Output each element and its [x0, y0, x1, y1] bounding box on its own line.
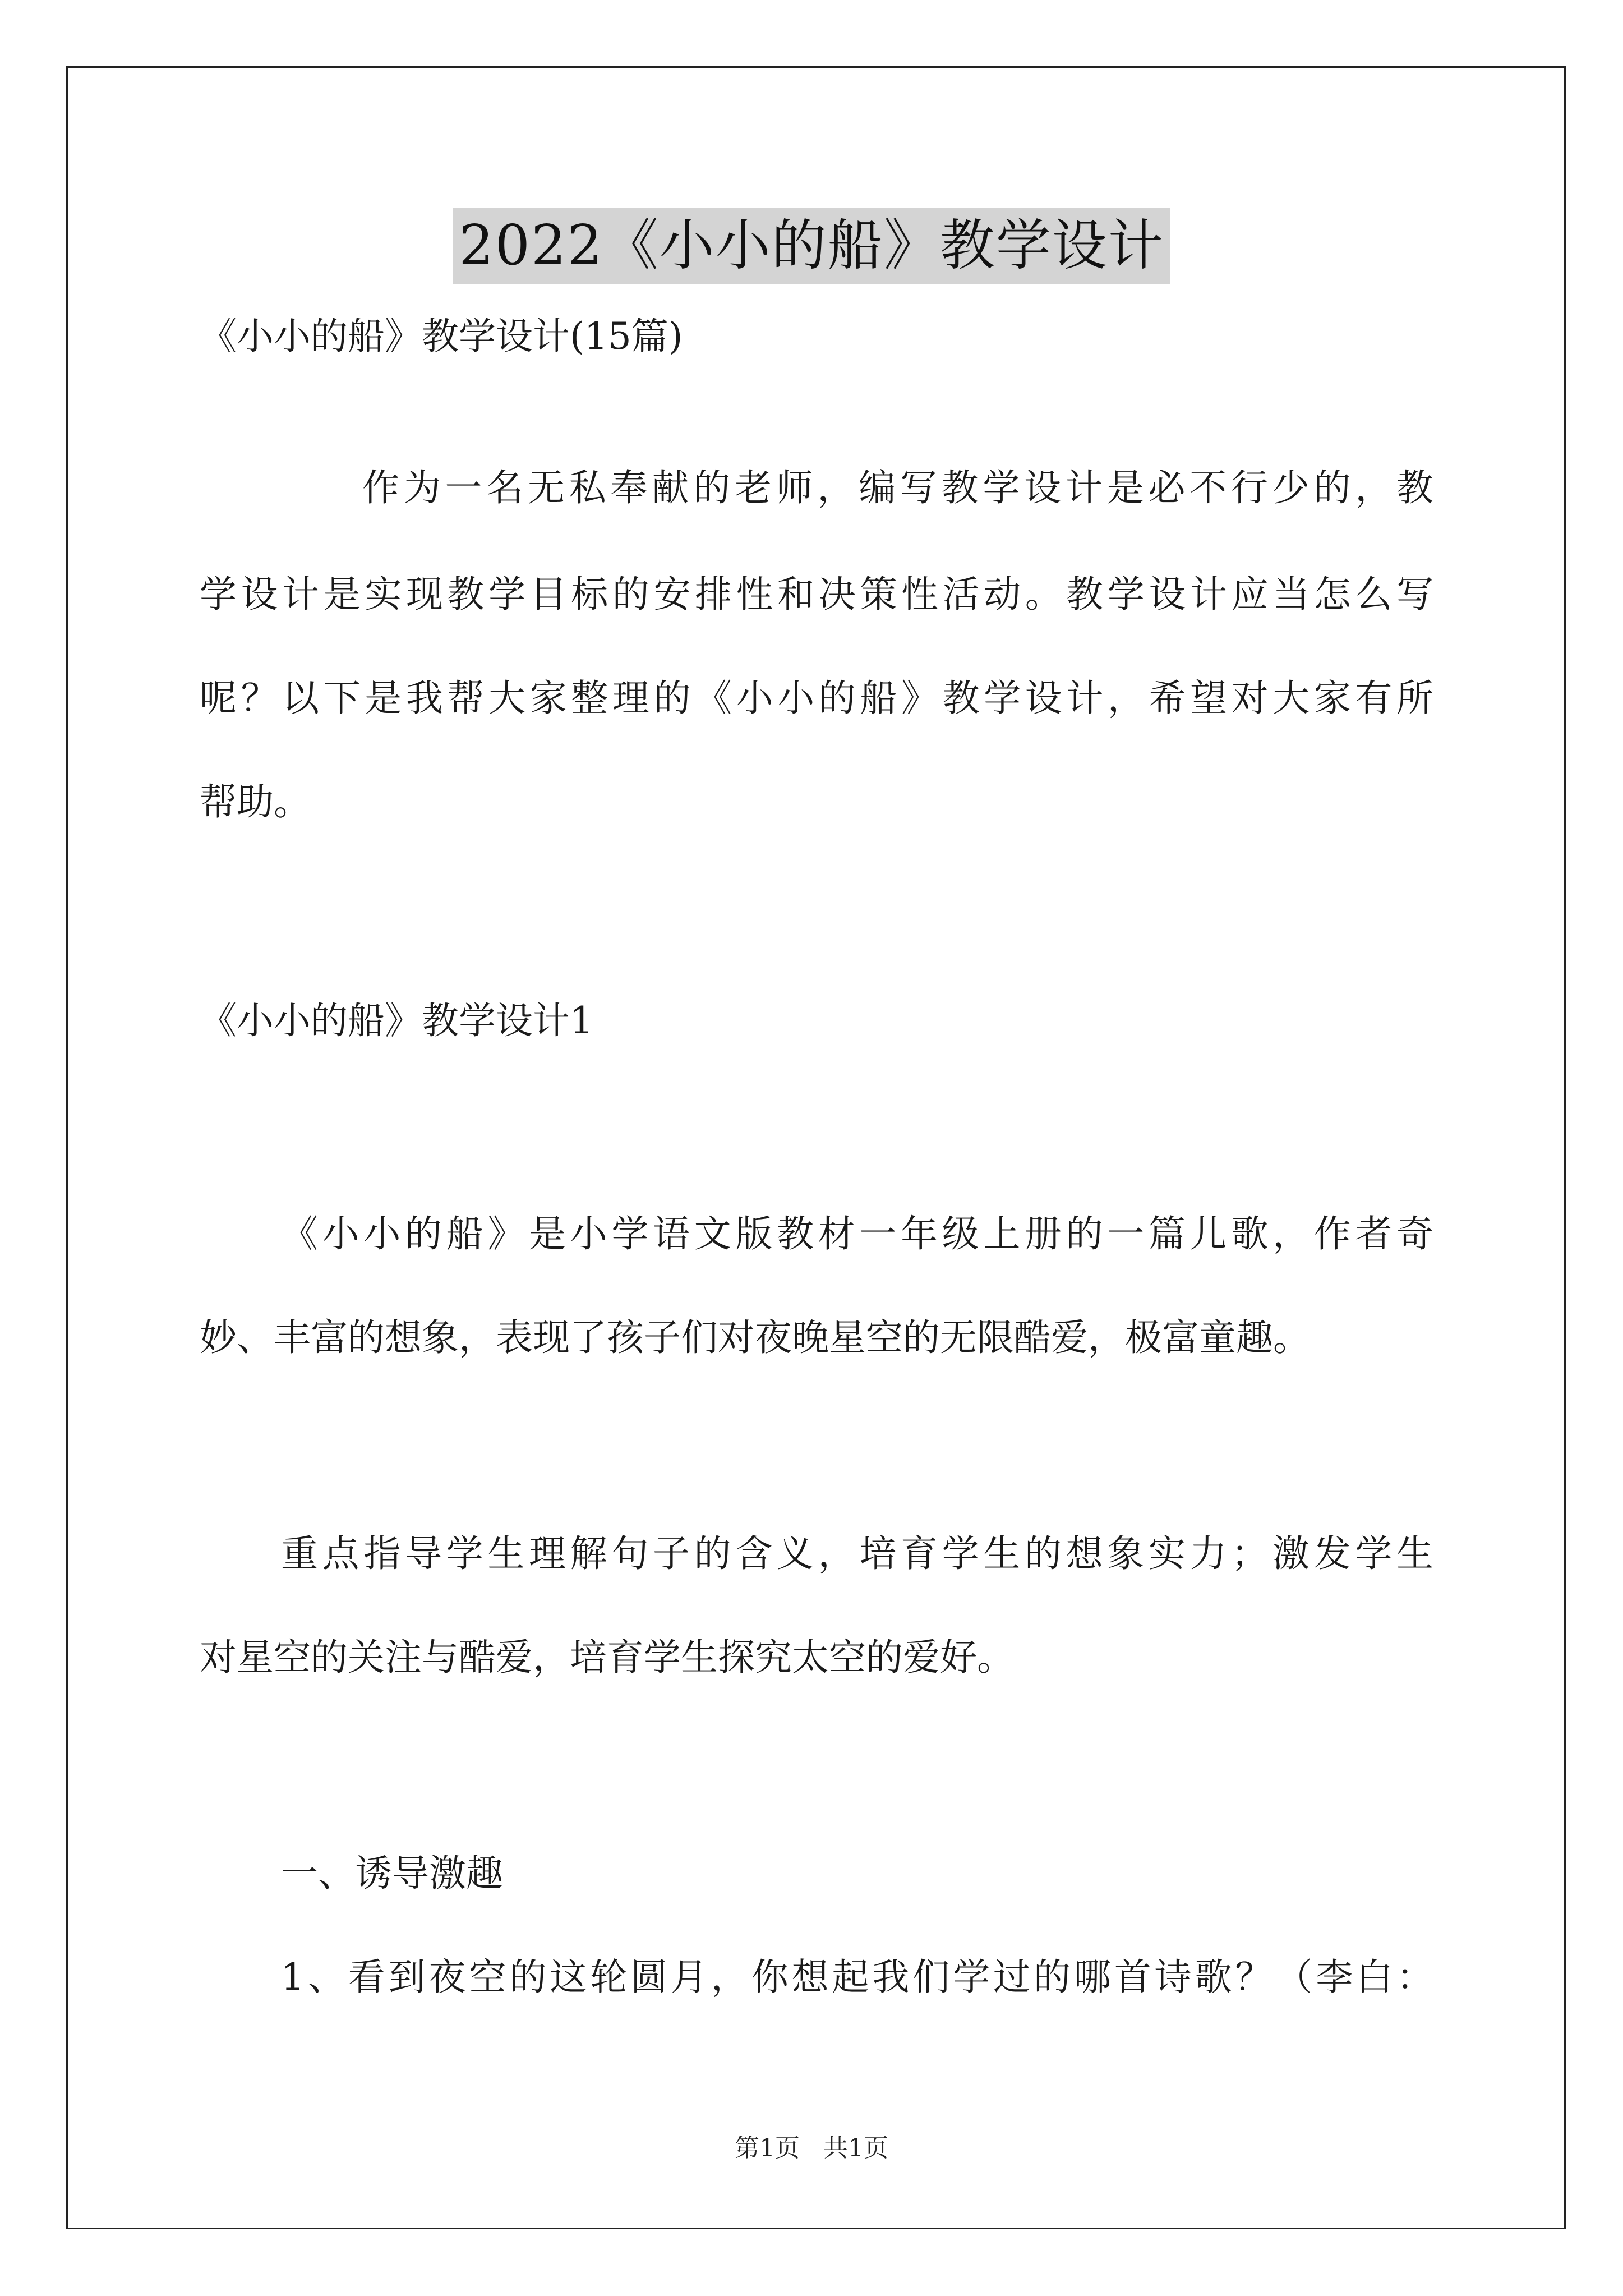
section-heading: 《小小的船》教学设计1 — [200, 999, 593, 1042]
page-number: 第1页 — [735, 2134, 800, 2162]
document-subtitle: 《小小的船》教学设计(15篇) — [200, 315, 683, 358]
page-border — [66, 66, 1566, 2229]
intro-line-1: 作为一名无私奉献的老师，编写教学设计是必不行少的，教 — [362, 466, 1433, 509]
step-heading: 一、诱导激趣 — [281, 1852, 503, 1895]
document-title: 2022《小小的船》教学设计 — [453, 208, 1169, 284]
page-total: 共1页 — [823, 2134, 888, 2162]
intro-line-2: 学设计是实现教学目标的安排性和决策性活动。教学设计应当怎么写 — [200, 573, 1433, 616]
step-1-line: 1、看到夜空的这轮圆月，你想起我们学过的哪首诗歌？（李白： — [281, 1955, 1433, 1999]
title-block — [0, 208, 1623, 284]
para1-line-1: 《小小的船》是小学语文版教材一年级上册的一篇儿歌，作者奇 — [281, 1212, 1433, 1255]
page-footer — [0, 2132, 1623, 2165]
para2-line-2: 对星空的关注与酷爱，培育学生探究太空的爱好。 — [200, 1636, 1014, 1679]
intro-line-3: 呢？以下是我帮大家整理的《小小的船》教学设计，希望对大家有所 — [200, 677, 1433, 720]
para1-line-2: 妙、丰富的想象，表现了孩子们对夜晚星空的无限酷爱，极富童趣。 — [200, 1316, 1310, 1359]
para2-line-1: 重点指导学生理解句子的含义，培育学生的想象实力；激发学生 — [281, 1532, 1433, 1575]
intro-line-4: 帮助。 — [200, 780, 311, 823]
